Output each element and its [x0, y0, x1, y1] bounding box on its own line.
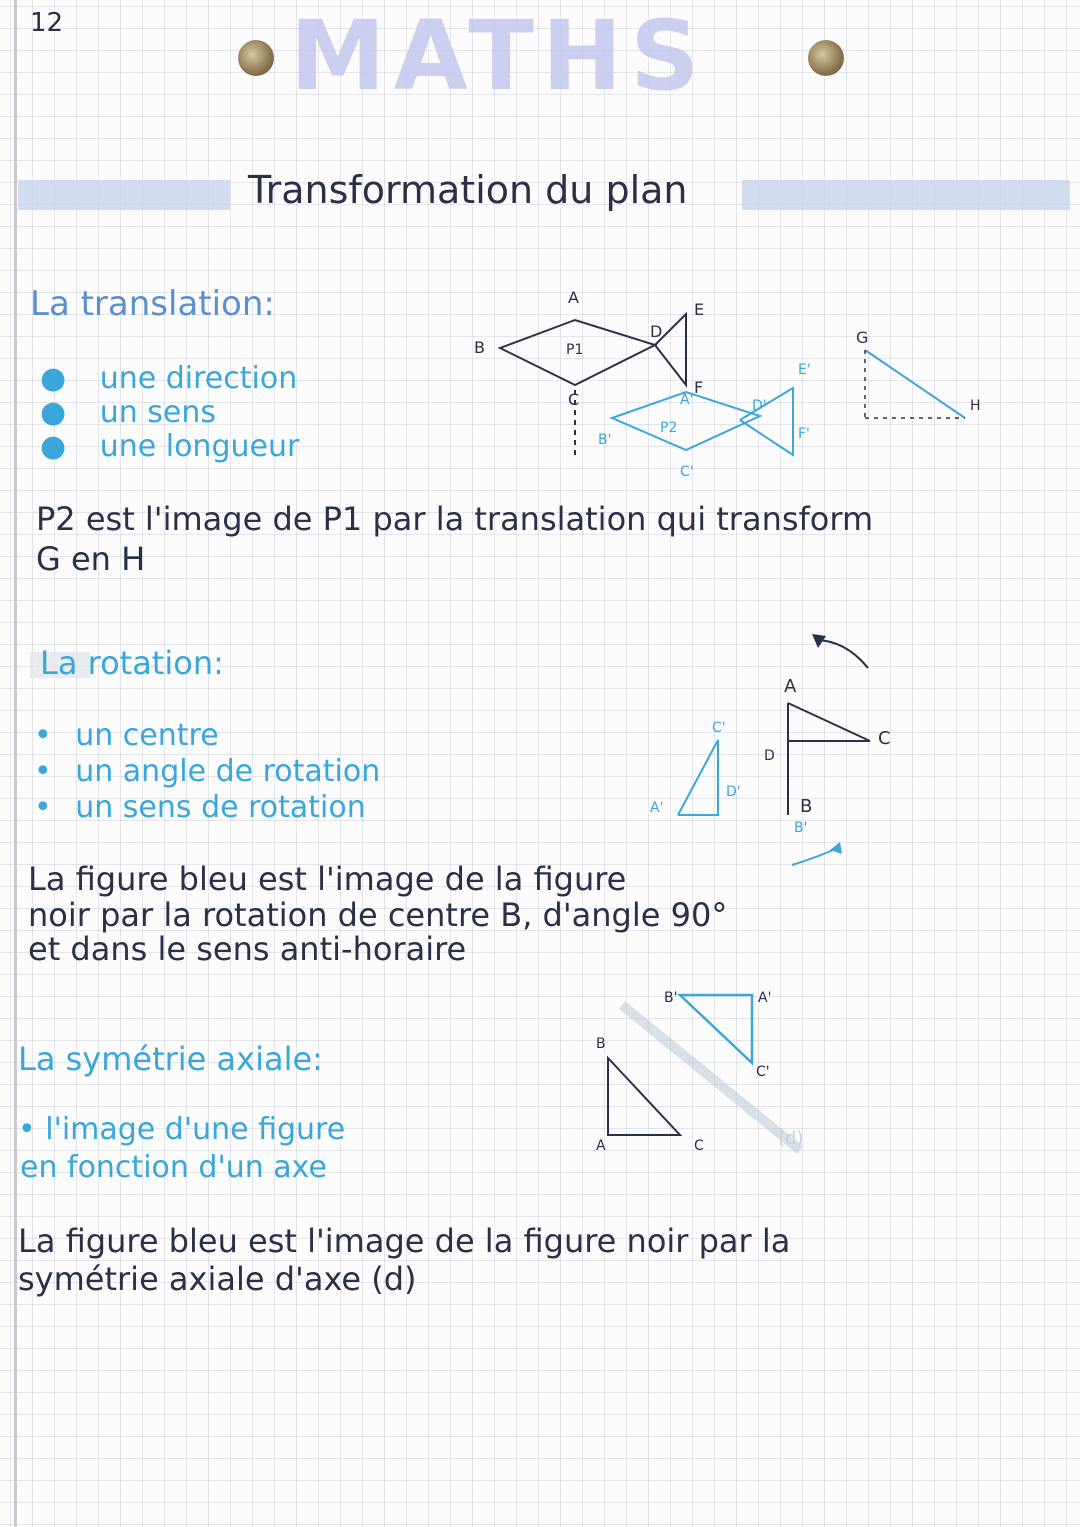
rotation-bullet: • un centre	[34, 718, 219, 753]
rotation-text-line: et dans le sens anti-horaire	[28, 930, 467, 968]
triangle-bpapcp	[680, 995, 752, 1063]
point-label-e: E	[694, 300, 705, 319]
point-label-a: A	[784, 676, 797, 697]
point-label-b: B	[474, 338, 485, 357]
point-label-f: F	[694, 378, 704, 397]
point-label-f-prime: F'	[798, 426, 810, 442]
point-label-d: D	[650, 322, 663, 341]
point-label-a: A	[596, 1138, 606, 1154]
point-label-c-prime: C'	[712, 720, 726, 736]
point-label-b-prime: B'	[598, 432, 612, 448]
subject-heading: MATHS	[290, 0, 708, 112]
point-label-e-prime: E'	[798, 362, 811, 378]
symmetry-text-line: symétrie axiale d'axe (d)	[18, 1260, 417, 1298]
translation-bullet: ● un sens	[40, 395, 217, 430]
translation-text-line: P2 est l'image de P1 par la translation qui transform	[36, 500, 874, 538]
point-label-a-prime: A'	[758, 990, 772, 1006]
rotation-arrow-bottom	[792, 848, 838, 865]
point-label-b: B	[596, 1036, 606, 1052]
bullet-text: une direction	[99, 361, 298, 396]
symmetry-axis	[622, 1005, 800, 1150]
vector-line	[865, 350, 965, 418]
translation-vector-gh	[865, 350, 965, 418]
point-label-a-prime: A'	[650, 800, 664, 816]
rotation-arrow-top	[815, 640, 868, 668]
triangle-apcpdp	[678, 740, 718, 815]
bullet-text: un centre	[75, 718, 219, 753]
bullet-text: un sens de rotation	[75, 790, 366, 825]
point-label-b: B	[800, 796, 813, 817]
symmetry-heading: La symétrie axiale:	[18, 1040, 323, 1078]
translation-heading: La translation:	[30, 284, 275, 324]
bullet-text: un sens	[99, 395, 217, 430]
point-label-d: D	[764, 748, 775, 764]
point-label-c-prime: C'	[680, 464, 694, 480]
point-label-d-prime: D'	[726, 784, 741, 800]
rotation-text-line: noir par la rotation de centre B, d'angle 90°	[28, 896, 728, 934]
point-label-d-prime: D'	[752, 398, 767, 414]
symmetry-figure-original	[608, 1058, 680, 1135]
bullet-text: l'image d'une figure	[45, 1112, 346, 1147]
symmetry-bullet: • l'image d'une figure	[18, 1112, 346, 1147]
rotation-arrowhead-bottom	[830, 842, 842, 854]
point-label-c: C	[694, 1138, 704, 1154]
point-label-a-prime: A'	[680, 392, 694, 408]
point-label-b-prime: B'	[794, 820, 808, 836]
symmetry-bullet-continuation: en fonction d'un axe	[20, 1150, 327, 1185]
triangle-adc	[788, 703, 870, 741]
translation-bullet: ● une direction	[40, 361, 298, 396]
axis-label-d: (d)	[778, 1128, 804, 1149]
rotation-heading: La rotation:	[40, 644, 224, 682]
rotation-bullet: • un sens de rotation	[34, 790, 366, 825]
symmetry-figure-image	[680, 995, 752, 1063]
point-label-h: H	[970, 398, 981, 414]
figure-label-p2: P2	[660, 420, 678, 436]
page-number: 12	[30, 8, 64, 38]
bullet-text: un angle de rotation	[75, 754, 381, 789]
point-label-a: A	[568, 288, 579, 307]
point-label-c: C	[568, 390, 580, 409]
rotation-bullet: • un angle de rotation	[34, 754, 381, 789]
point-label-c: C	[878, 728, 891, 749]
symmetry-text-line: La figure bleu est l'image de la figure noir par la	[18, 1222, 791, 1260]
translation-bullet: ● une longueur	[40, 429, 300, 464]
point-label-c-prime: C'	[756, 1064, 770, 1080]
rotation-figure-image	[678, 740, 718, 815]
point-label-g: G	[856, 328, 869, 347]
point-label-b-prime: B'	[664, 990, 678, 1006]
bullet-text: une longueur	[99, 429, 300, 464]
figure-label-p1: P1	[566, 342, 584, 358]
page-title: Transformation du plan	[248, 168, 688, 212]
rotation-text-line: La figure bleu est l'image de la figure	[28, 860, 627, 898]
translation-text-line: G en H	[36, 540, 146, 578]
triangle-abc	[608, 1058, 680, 1135]
